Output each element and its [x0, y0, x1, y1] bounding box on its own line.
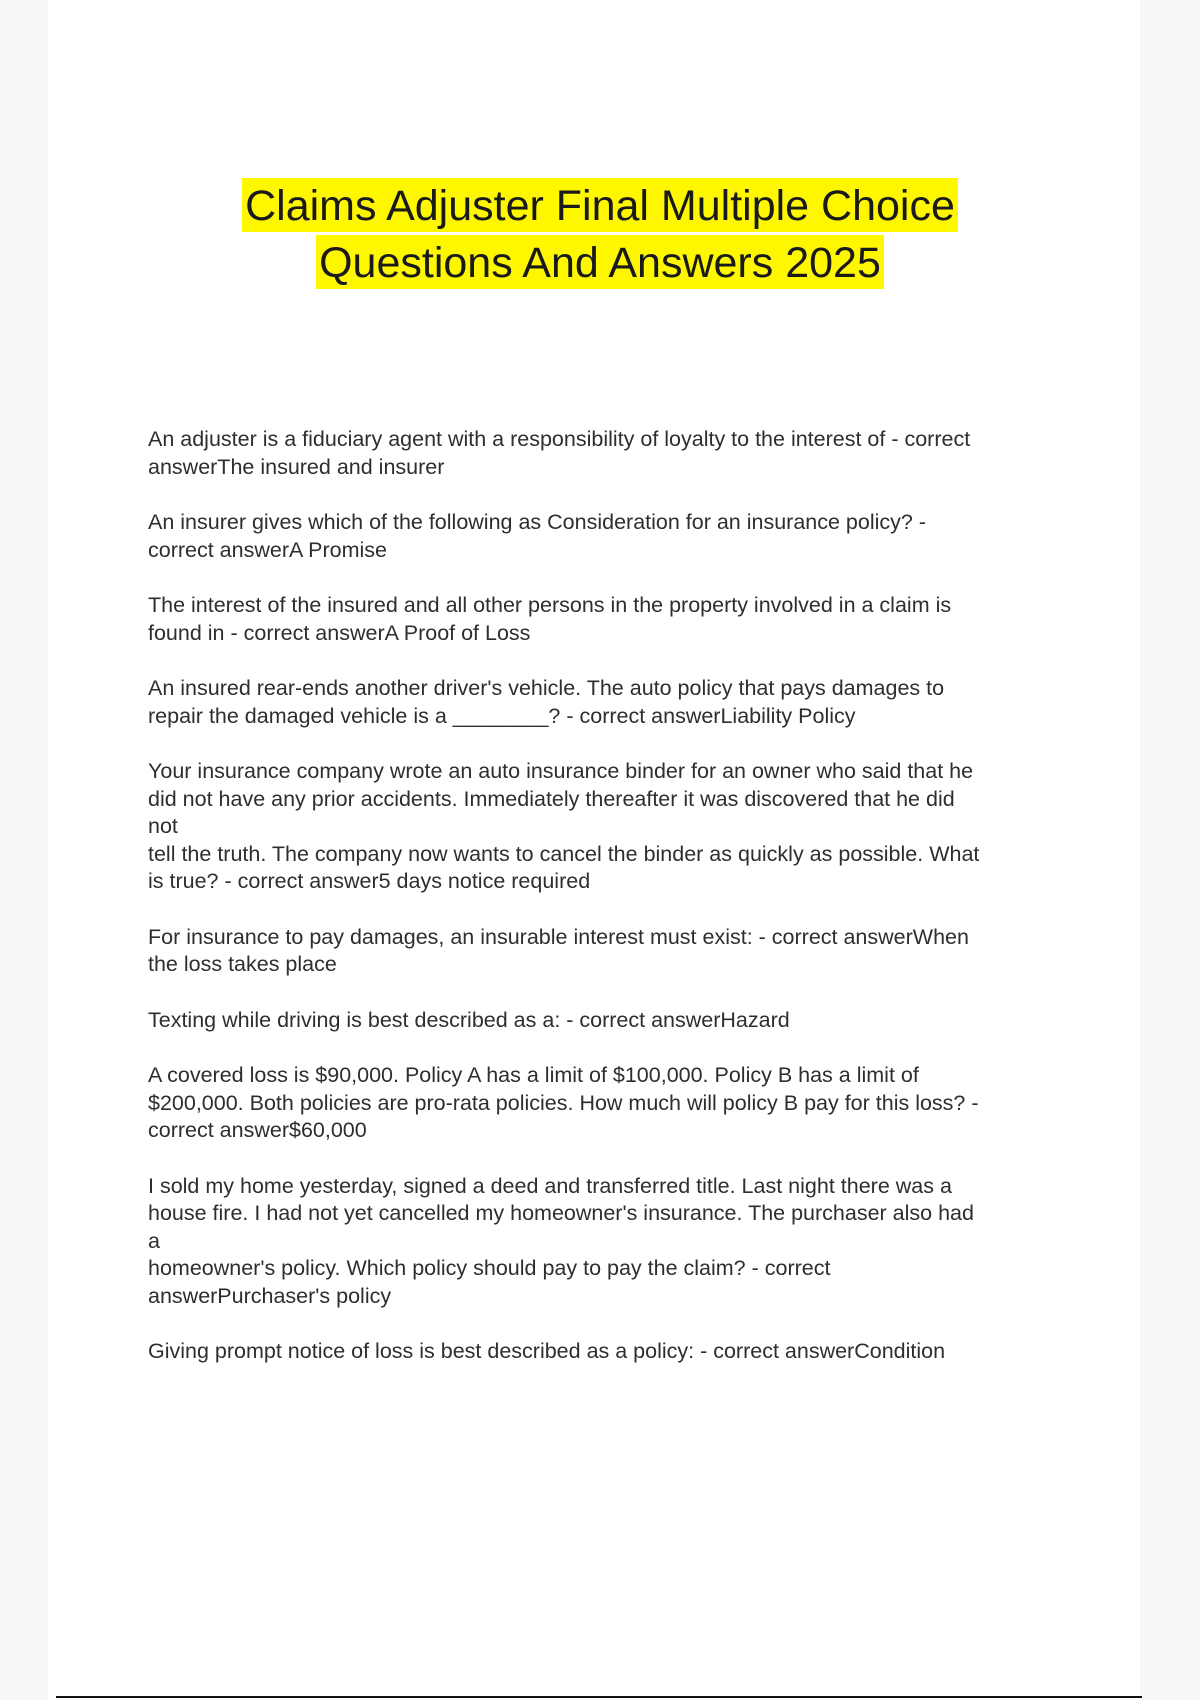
qa-item: Giving prompt notice of loss is best described as a policy: - correct answerCondition: [148, 1339, 946, 1363]
qa-item: Your insurance company wrote an auto insurance binder for an owner who said that he did not have any prior accidents. Immediately thereafter it was discovered that he did not tell the truth. The company now wants to cancel the binder as quickly as possible. What is true? - correct answer5 days notice required: [148, 759, 980, 893]
qa-item: A covered loss is $90,000. Policy A has a limit of $100,000. Policy B has a limit of $200,000. Both policies are pro-rata policies. How much will policy B pay for this loss? - correct answer$60,000: [148, 1063, 979, 1142]
qa-item: An insured rear-ends another driver's vehicle. The auto policy that pays damages to repair the damaged vehicle is a ________? - correct answerLiability Policy: [148, 676, 945, 728]
qa-item: An adjuster is a fiduciary agent with a responsibility of loyalty to the interest of - correct answerThe insured and insurer: [148, 427, 971, 479]
qa-item: I sold my home yesterday, signed a deed and transferred title. Last night there was a house fire. I had not yet cancelled my homeowner's insurance. The purchaser also had a homeowner's policy. Which policy should pay to pay the claim? - correct answerPurchaser's policy: [148, 1173, 974, 1308]
qa-list: [148, 426, 1088, 1394]
qa-item: The interest of the insured and all other persons in the property involved in a claim is found in - correct answerA Proof of Loss: [148, 593, 952, 645]
document-title: [0, 178, 1200, 292]
footer-rule: [56, 1696, 1142, 1698]
qa-item: An insurer gives which of the following as Consideration for an insurance policy? - correct answerA Promise: [148, 510, 926, 562]
title-line-2: Questions And Answers 2025: [316, 235, 884, 289]
title-line-1: Claims Adjuster Final Multiple Choice: [242, 178, 958, 232]
qa-item: Texting while driving is best described as a: - correct answerHazard: [148, 1007, 790, 1032]
qa-item: For insurance to pay damages, an insurable interest must exist: - correct answerWhen the loss takes place: [148, 924, 969, 976]
